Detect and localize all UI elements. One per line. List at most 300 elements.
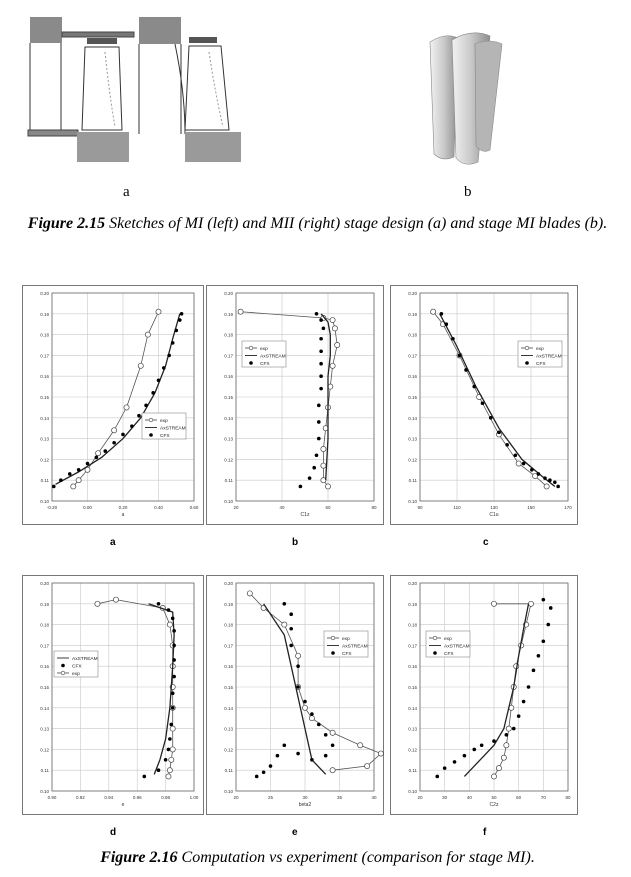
data-point-CFX [549,606,553,610]
data-point-CFX [308,476,312,480]
figure-2-15-caption [20,214,615,234]
data-point-exp [330,363,335,368]
x-tick-label: 20 [233,505,239,510]
data-point-exp [247,591,252,596]
data-point-exp [496,766,501,771]
data-point-CFX [492,739,496,743]
y-tick-label: 0.18 [224,622,233,628]
data-point-CFX [319,362,323,366]
y-tick-label: 0.13 [408,726,417,732]
y-tick-label: 0.11 [224,768,233,774]
data-point-CFX [472,748,476,752]
data-point-exp [528,601,533,606]
y-tick-label: 0.15 [224,395,233,400]
data-point-CFX [167,608,171,612]
data-point-CFX [537,472,541,476]
x-tick-label: 60 [516,795,522,800]
data-point-exp [96,451,101,456]
data-point-CFX [157,379,161,383]
legend-swatch [61,664,65,668]
y-tick-label: 0.18 [40,332,49,338]
y-tick-label: 0.16 [40,664,49,670]
y-tick-label: 0.13 [40,726,49,732]
data-point-CFX [171,617,175,621]
y-tick-label: 0.11 [40,478,49,484]
data-point-CFX [95,456,99,460]
data-point-CFX [143,775,147,779]
x-tick-label: 170 [564,505,572,510]
data-point-CFX [445,322,449,326]
data-point-CFX [112,441,116,445]
data-point-CFX [319,374,323,378]
x-axis-label: e [121,802,125,808]
y-tick-label: 0.20 [40,291,49,296]
y-tick-label: 0.20 [224,291,233,296]
data-point-CFX [77,468,81,472]
y-tick-label: 0.19 [224,601,233,607]
y-tick-label: 0.17 [224,353,233,359]
y-tick-label: 0.18 [408,332,417,338]
legend-entry: exp [536,346,544,352]
data-point-exp [378,751,383,756]
data-point-exp [330,317,335,322]
legend-swatch [525,361,529,365]
y-tick-label: 0.19 [224,311,233,317]
legend-entry: AxSTREAM [444,644,470,650]
data-point-CFX [299,485,303,489]
x-tick-label: 20 [233,795,239,800]
data-point-CFX [546,623,550,627]
data-point-CFX [312,466,316,470]
legend-entry: CFX [160,433,170,439]
chart-panel-e [206,575,384,815]
y-tick-label: 0.10 [408,499,417,504]
data-point-exp [145,332,150,337]
x-axis-label: C1u [489,512,499,518]
y-tick-label: 0.11 [408,768,417,774]
stage-design-sketch [25,12,260,177]
x-tick-label: 40 [466,795,472,800]
data-point-CFX [172,658,176,662]
data-point-CFX [103,449,107,453]
data-point-CFX [164,758,168,762]
x-axis-label: C2z [489,802,499,808]
y-tick-label: 0.17 [40,643,49,649]
data-point-exp [71,484,76,489]
chart-frame [207,576,384,815]
y-tick-label: 0.15 [408,685,417,690]
data-point-CFX [174,329,178,333]
panel-label-b: b [292,537,299,548]
data-point-CFX [315,453,319,457]
chart-panel-d [22,575,204,815]
data-point-exp [167,622,172,627]
data-point-CFX [451,337,455,341]
y-tick-label: 0.15 [408,395,417,400]
y-tick-label: 0.10 [408,789,417,794]
data-point-CFX [319,337,323,341]
y-tick-label: 0.12 [224,457,233,463]
data-point-CFX [319,349,323,353]
y-tick-label: 0.12 [224,747,233,753]
x-tick-label: 30 [442,795,448,800]
data-point-CFX [68,472,72,476]
data-point-CFX [130,424,134,428]
data-point-exp [501,755,506,760]
data-point-exp [309,716,314,721]
y-tick-label: 0.19 [408,601,417,607]
x-tick-label: 0.00 [83,505,92,510]
data-point-CFX [269,764,273,768]
data-point-CFX [289,644,293,648]
data-point-CFX [443,766,447,770]
x-tick-label: 0.98 [161,795,170,800]
y-tick-label: 0.11 [408,478,417,484]
legend-swatch [249,346,253,350]
legend-entry: exp [342,636,350,642]
x-axis-label: C1z [300,512,310,518]
legend-entry: CFX [536,361,546,367]
data-point-exp [169,757,174,762]
figure-2-16-label: Figure 2.16 [100,849,178,866]
data-point-CFX [169,723,173,727]
data-point-CFX [512,727,516,731]
y-tick-label: 0.10 [40,789,49,794]
data-point-CFX [480,743,484,747]
data-point-exp [332,326,337,331]
y-tick-label: 0.14 [408,415,417,421]
y-tick-label: 0.14 [224,415,233,421]
y-tick-label: 0.14 [224,705,233,711]
y-tick-label: 0.11 [224,478,233,484]
data-point-exp [504,743,509,748]
y-tick-label: 0.16 [408,374,417,380]
data-point-CFX [522,700,526,704]
panel-label-a: a [110,537,116,548]
y-tick-label: 0.14 [408,705,417,711]
data-point-exp [544,484,549,489]
y-tick-label: 0.14 [40,705,49,711]
y-tick-label: 0.18 [224,332,233,338]
data-point-exp [95,601,100,606]
legend-entry: CFX [260,361,270,367]
legend-swatch [433,636,437,640]
data-point-exp [238,309,243,314]
data-point-exp [170,726,175,731]
y-tick-label: 0.16 [40,374,49,380]
y-tick-label: 0.16 [224,664,233,670]
data-point-CFX [542,639,546,643]
data-point-exp [491,601,496,606]
x-tick-label: 0.96 [132,795,142,800]
y-tick-label: 0.17 [224,643,233,649]
data-point-CFX [296,685,300,689]
chart-panel-c [390,285,578,525]
data-point-CFX [180,312,184,316]
data-point-exp [76,478,81,483]
data-point-exp [431,309,436,314]
legend-swatch [249,361,253,365]
data-point-CFX [137,414,141,418]
data-point-exp [325,484,330,489]
data-point-CFX [59,478,63,482]
data-point-CFX [464,368,468,372]
data-point-exp [321,463,326,468]
data-point-exp [365,763,370,768]
legend-swatch [331,651,335,655]
data-point-CFX [481,401,485,405]
data-point-exp [124,405,129,410]
data-point-exp [112,428,117,433]
data-point-exp [170,747,175,752]
data-point-CFX [168,737,172,741]
y-tick-label: 0.17 [408,353,417,359]
subfigure-label-a: a [123,184,130,200]
data-point-CFX [296,752,300,756]
data-point-CFX [172,644,176,648]
legend-entry: exp [260,346,268,352]
chart-panel-f [390,575,578,815]
data-point-CFX [157,768,161,772]
data-point-CFX [171,341,175,345]
data-point-CFX [331,743,335,747]
legend-entry: exp [160,418,168,424]
x-tick-label: 90 [417,505,423,510]
legend-swatch [331,636,335,640]
x-tick-label: 0.40 [154,505,163,510]
data-point-CFX [262,770,266,774]
stage-mii-sketch [139,17,241,162]
y-tick-label: 0.10 [40,499,49,504]
data-point-CFX [276,754,280,758]
blade-rendering [420,22,510,177]
x-tick-label: 130 [490,505,498,510]
data-point-CFX [315,312,319,316]
data-point-exp [167,768,172,773]
x-tick-label: 80 [371,505,377,510]
y-tick-label: 0.20 [224,581,233,586]
data-point-exp [335,342,340,347]
data-point-CFX [463,754,467,758]
data-point-CFX [317,420,321,424]
y-tick-label: 0.16 [408,664,417,670]
data-point-CFX [472,385,476,389]
legend-entry: AxSTREAM [72,656,98,662]
figure-2-15-label: Figure 2.15 [27,215,106,232]
y-tick-label: 0.11 [40,768,49,774]
x-tick-label: 80 [565,795,571,800]
data-point-exp [330,768,335,773]
data-point-CFX [310,758,314,762]
y-tick-label: 0.10 [224,499,233,504]
subfigure-label-b: b [464,184,472,200]
y-tick-label: 0.15 [40,685,49,690]
y-tick-label: 0.19 [40,601,49,607]
data-point-CFX [255,775,259,779]
data-point-CFX [283,743,287,747]
data-point-CFX [489,416,493,420]
data-point-CFX [453,760,457,764]
x-tick-label: 40 [371,795,377,800]
chart-panel-a [22,285,204,525]
data-point-CFX [178,318,182,322]
y-tick-label: 0.18 [408,622,417,628]
stage-mi-sketch [28,17,134,162]
data-point-CFX [458,354,462,358]
legend-entry: exp [72,671,80,677]
chart-frame [391,286,578,525]
data-point-CFX [497,431,501,435]
data-point-CFX [517,714,521,718]
y-tick-label: 0.20 [408,581,417,586]
figure-2-15-text: Sketches of MI (left) and MII (right) stage design (a) and stage MI blades (b). [105,215,608,232]
data-point-CFX [505,733,509,737]
x-tick-label: 35 [336,795,343,800]
data-point-CFX [144,404,148,408]
x-tick-label: 40 [279,505,285,510]
y-tick-label: 0.13 [224,436,233,442]
x-axis-label: a [121,512,125,518]
x-axis-label: beta2 [298,802,312,808]
data-point-CFX [121,433,125,437]
data-point-CFX [167,354,171,358]
y-tick-label: 0.15 [224,685,233,690]
x-tick-label: 0.20 [118,505,128,510]
legend-swatch [61,671,65,675]
chart-frame [391,576,578,815]
data-point-CFX [172,675,176,679]
data-point-CFX [317,404,321,408]
data-point-CFX [162,366,166,370]
data-point-CFX [324,754,328,758]
y-tick-label: 0.18 [40,622,49,628]
y-tick-label: 0.13 [408,436,417,442]
data-point-CFX [553,480,557,484]
data-point-CFX [435,775,439,779]
data-point-CFX [322,327,326,331]
data-point-CFX [310,712,314,716]
legend-entry: AxSTREAM [260,354,286,360]
data-point-CFX [157,602,161,606]
data-point-CFX [530,468,534,472]
data-point-CFX [543,476,547,480]
legend-swatch [149,418,153,422]
x-tick-label: 25 [267,795,274,800]
data-point-CFX [171,691,175,695]
y-tick-label: 0.19 [408,311,417,317]
data-point-exp [491,774,496,779]
data-point-CFX [514,453,518,457]
y-tick-label: 0.16 [224,374,233,380]
data-point-CFX [556,485,560,489]
y-tick-label: 0.10 [224,789,233,794]
y-tick-label: 0.19 [40,311,49,317]
data-point-exp [358,743,363,748]
x-tick-label: 20 [417,795,423,800]
chart-panel-b [206,285,384,525]
data-point-CFX [171,706,175,710]
data-point-exp [138,363,143,368]
legend-entry: exp [444,636,452,642]
data-point-CFX [52,485,56,489]
data-point-CFX [319,318,323,322]
data-point-CFX [324,733,328,737]
legend-entry: CFX [72,664,82,670]
legend-swatch [149,433,153,437]
y-tick-label: 0.15 [40,395,49,400]
y-tick-label: 0.12 [40,747,49,753]
figure-2-16-text: Computation vs experiment (comparison for stage MI). [177,849,535,866]
data-point-CFX [440,312,444,316]
legend-entry: AxSTREAM [342,644,368,650]
figure-2-16-caption [20,848,615,868]
data-point-exp [516,461,521,466]
data-point-exp [506,726,511,731]
legend-entry: AxSTREAM [536,354,562,360]
data-point-exp [156,309,161,314]
data-point-exp [166,774,171,779]
data-point-exp [296,653,301,658]
x-tick-label: 60 [325,505,331,510]
legend-entry: CFX [342,651,352,657]
y-tick-label: 0.17 [40,353,49,359]
x-tick-label: 110 [453,505,461,510]
data-point-CFX [303,700,307,704]
x-tick-label: 150 [527,505,535,510]
data-point-CFX [317,437,321,441]
legend-swatch [433,651,437,655]
data-point-CFX [527,685,531,689]
data-point-CFX [283,602,287,606]
data-point-CFX [522,462,526,466]
data-point-CFX [167,748,171,752]
legend-entry: CFX [444,651,454,657]
data-point-exp [321,446,326,451]
x-tick-label: 0.94 [104,795,114,800]
legend-entry: AxSTREAM [160,426,186,432]
y-tick-label: 0.14 [40,415,49,421]
x-tick-label: 50 [491,795,497,800]
x-tick-label: -0.20 [46,505,58,510]
y-tick-label: 0.20 [40,581,49,586]
data-point-CFX [151,391,155,395]
x-tick-label: 0.92 [76,795,85,800]
legend-swatch [525,346,529,350]
data-point-CFX [532,669,536,673]
x-tick-label: 70 [540,795,546,800]
data-point-CFX [289,627,293,631]
data-point-CFX [172,629,176,633]
data-point-CFX [548,478,552,482]
panel-label-f: f [483,827,487,838]
data-point-exp [330,730,335,735]
data-point-CFX [86,462,90,466]
y-tick-label: 0.12 [408,747,417,753]
y-tick-label: 0.12 [40,457,49,463]
y-tick-label: 0.20 [408,291,417,296]
data-point-CFX [542,598,546,602]
data-point-CFX [296,664,300,668]
panel-label-c: c [483,537,489,548]
data-point-CFX [317,723,321,727]
x-tick-label: 0.60 [189,505,199,510]
chart-frame [207,286,384,525]
data-point-CFX [505,443,509,447]
data-point-exp [282,622,287,627]
y-tick-label: 0.13 [224,726,233,732]
panel-label-e: e [292,827,298,838]
y-tick-label: 0.13 [40,436,49,442]
